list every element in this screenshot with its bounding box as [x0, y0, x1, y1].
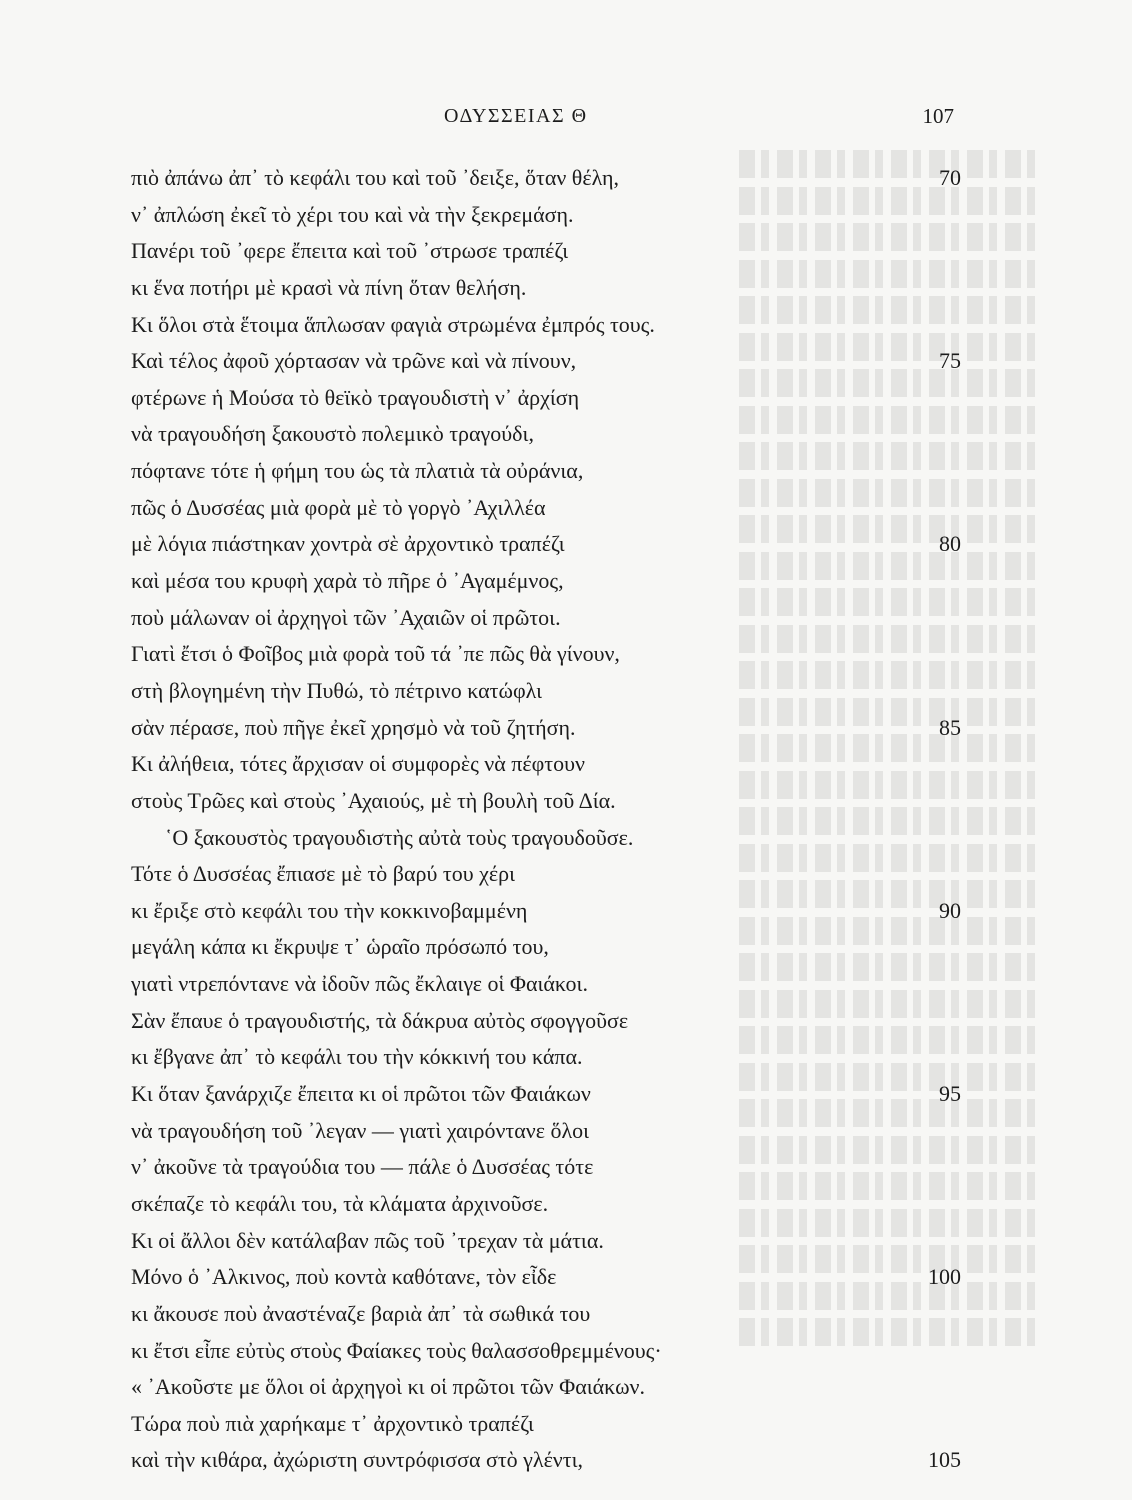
verse-line	[131, 1442, 961, 1479]
verse-line	[131, 1333, 961, 1370]
line-number: 105	[928, 1447, 961, 1473]
line-number: 70	[939, 165, 961, 190]
verse-line	[131, 966, 961, 1003]
verse-line	[131, 820, 961, 857]
line-number: 100	[928, 1264, 961, 1290]
verse-text: κι ἔριξε στὸ κεφάλι του τὴν κοκκινοβαμμένη	[131, 897, 528, 923]
verse-text: κι ἔτσι εἶπε εὐτὺς στοὺς Φαίακες τοὺς θαλασσοθρεμμένους·	[131, 1337, 662, 1363]
line-number: 95	[939, 1081, 961, 1107]
verse-text: ποὺ μάλωναν οἱ ἀρχηγοὶ τῶν ᾽Αχαιῶν οἱ πρῶτοι.	[131, 604, 561, 630]
line-number: 75	[939, 348, 961, 374]
verse-line	[131, 1076, 961, 1113]
verse-line	[131, 636, 961, 673]
verse-list	[131, 160, 961, 1479]
verse-text: γιατὶ ντρεπόντανε νὰ ἰδοῦν πῶς ἔκλαιγε οἱ Φαιάκοι.	[131, 971, 588, 997]
verse-text: « ᾽Ακοῦστε με ὅλοι οἱ ἀρχηγοὶ κι οἱ πρῶτοι τῶν Φαιάκων.	[131, 1374, 645, 1400]
line-number: 85	[939, 714, 961, 740]
verse-text: Τώρα ποὺ πιὰ χαρήκαμε τ᾽ ἀρχοντικὸ τραπέζι	[131, 1410, 534, 1436]
verse-line	[131, 197, 961, 234]
verse-text: μὲ λόγια πιάστηκαν χοντρὰ σὲ ἀρχοντικὸ τραπέζι	[131, 531, 565, 557]
verse-line	[131, 746, 961, 783]
verse-text: νὰ τραγουδήση ξακουστὸ πολεμικὸ τραγούδι,	[131, 421, 534, 447]
verse-text: κι ἔβγανε ἀπ᾽ τὸ κεφάλι του τὴν κόκκινή του κάπα.	[131, 1044, 583, 1070]
verse-line	[131, 673, 961, 710]
verse-text: πόφτανε τότε ἡ φήμη του ὡς τὰ πλατιὰ τὰ οὐράνια,	[131, 458, 584, 484]
verse-line	[131, 1259, 961, 1296]
verse-line	[131, 856, 961, 893]
verse-line	[131, 270, 961, 307]
verse-text: Κι ὅλοι στὰ ἕτοιμα ἅπλωσαν φαγιὰ στρωμένα ἐμπρός τους.	[131, 311, 655, 337]
verse-line	[131, 1186, 961, 1223]
verse-text: Καὶ τέλος ἀφοῦ χόρτασαν νὰ τρῶνε καὶ νὰ πίνουν,	[131, 348, 577, 374]
verse-text: Γιατὶ ἔτσι ὁ Φοῖβος μιὰ φορὰ τοῦ τά ᾽πε πῶς θὰ γίνουν,	[131, 641, 620, 667]
verse-line	[131, 563, 961, 600]
verse-line	[131, 1296, 961, 1333]
verse-line	[131, 416, 961, 453]
verse-line	[131, 1406, 961, 1443]
running-head-title: ΟΔΥΣΣΕΙΑΣ Θ	[444, 105, 588, 127]
verse-text: στὴ βλογημένη τὴν Πυθώ, τὸ πέτρινο κατώφλι	[131, 677, 542, 703]
verse-line	[131, 160, 961, 197]
verse-text: σὰν πέρασε, ποὺ πῆγε ἐκεῖ χρησμὸ νὰ τοῦ ζητήση.	[131, 714, 576, 740]
verse-text: νὰ τραγουδήση τοῦ ᾽λεγαν — γιατὶ χαιρόντανε ὅλοι	[131, 1117, 590, 1143]
verse-line	[131, 1149, 961, 1186]
verse-text: Κι ὅταν ξανάρχιζε ἔπειτα κι οἱ πρῶτοι τῶν Φαιάκων	[131, 1081, 591, 1107]
verse-text: κι ἄκουσε ποὺ ἀναστέναζε βαριὰ ἀπ᾽ τὰ σωθικά του	[131, 1300, 591, 1326]
verse-text: ν᾽ ἀπλώση ἐκεῖ τὸ χέρι του καὶ νὰ τὴν ξεκρεμάση.	[131, 201, 574, 227]
verse-text: κι ἕνα ποτήρι μὲ κρασὶ νὰ πίνη ὅταν θελήση.	[131, 274, 527, 300]
line-number: 80	[939, 531, 961, 557]
verse-line	[131, 490, 961, 527]
running-head	[0, 100, 1132, 132]
line-number: 90	[939, 897, 961, 923]
verse-text: φτέρωνε ἡ Μούσα τὸ θεϊκὸ τραγουδιστὴ ν᾽ ἀρχίση	[131, 384, 580, 410]
verse-line	[131, 1369, 961, 1406]
verse-line	[131, 307, 961, 344]
verse-text: καὶ μέσα του κρυφὴ χαρὰ τὸ πῆρε ὁ ᾽Αγαμέμνος,	[131, 568, 564, 594]
verse-line	[131, 1113, 961, 1150]
verse-line	[131, 783, 961, 820]
verse-text: μεγάλη κάπα κι ἔκρυψε τ᾽ ὡραῖο πρόσωπό του,	[131, 934, 549, 960]
verse-line	[131, 710, 961, 747]
verse-text: ῾Ο ξακουστὸς τραγουδιστὴς αὐτὰ τοὺς τραγουδοῦσε.	[165, 824, 634, 850]
verse-text: Μόνο ὁ ᾽Αλκινος, ποὺ κοντὰ καθότανε, τὸν εἶδε	[131, 1264, 557, 1290]
verse-text: στοὺς Τρῶες καὶ στοὺς ᾽Αχαιούς, μὲ τὴ βουλὴ τοῦ Δία.	[131, 787, 616, 813]
verse-line	[131, 526, 961, 563]
verse-text: Τότε ὁ Δυσσέας ἔπιασε μὲ τὸ βαρύ του χέρι	[131, 861, 516, 887]
verse-text: πῶς ὁ Δυσσέας μιὰ φορὰ μὲ τὸ γοργὸ ᾽Αχιλλέα	[131, 494, 546, 520]
verse-text: σκέπαζε τὸ κεφάλι του, τὰ κλάματα ἀρχινοῦσε.	[131, 1190, 549, 1216]
verse-text: ν᾽ ἀκοῦνε τὰ τραγούδια του — πάλε ὁ Δυσσέας τότε	[131, 1154, 594, 1180]
verse-text: Σὰν ἔπαυε ὁ τραγουδιστής, τὰ δάκρυα αὐτὸς σφογγοῦσε	[131, 1007, 629, 1033]
verse-line	[131, 1003, 961, 1040]
verse-line	[131, 929, 961, 966]
verse-text: πιὸ ἀπάνω ἀπ᾽ τὸ κεφάλι του καὶ τοῦ ᾽δειξε, ὅταν θέλη,	[131, 165, 620, 190]
verse-line	[131, 893, 961, 930]
verse-line	[131, 453, 961, 490]
verse-line	[131, 343, 961, 380]
verse-line	[131, 1223, 961, 1260]
verse-line	[131, 233, 961, 270]
verse-line	[131, 1039, 961, 1076]
verse-line	[131, 600, 961, 637]
page-number: 107	[922, 104, 954, 128]
verse-text: Πανέρι τοῦ ᾽φερε ἔπειτα καὶ τοῦ ᾽στρωσε τραπέζι	[131, 238, 569, 264]
verse-text: Κι ἀλήθεια, τότες ἄρχισαν οἱ συμφορὲς νὰ πέφτουν	[131, 751, 585, 777]
verse-line	[131, 380, 961, 417]
verse-text: καὶ τὴν κιθάρα, ἀχώριστη συντρόφισσα στὸ γλέντι,	[131, 1447, 584, 1473]
verse-text: Κι οἱ ἄλλοι δὲν κατάλαβαν πῶς τοῦ ᾽τρεχαν τὰ μάτια.	[131, 1227, 604, 1253]
